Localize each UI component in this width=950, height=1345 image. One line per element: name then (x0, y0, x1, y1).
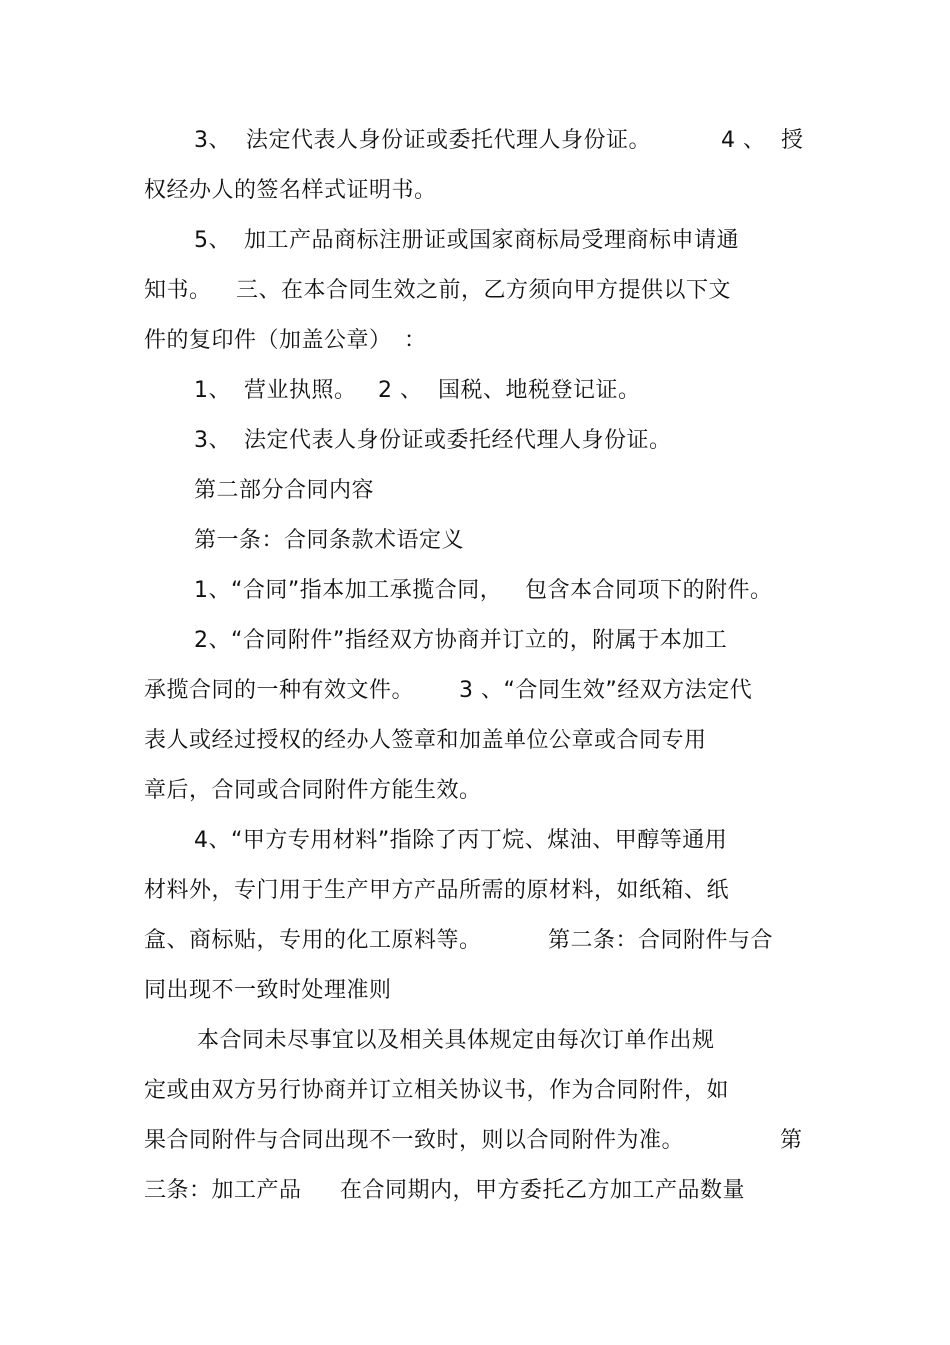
text-segment: 定或由双方另行协商并订立相关协议书，作为合同附件，如 (144, 1078, 730, 1103)
text-segment: 法定代表人身份证或委托经代理人身份证。 (244, 428, 672, 453)
text-segment: 第一条：合同条款术语定义 (194, 528, 465, 553)
text-segment: 授 (781, 128, 804, 153)
text-segment: 2、“合同附件”指经双方协商并订立的，附属于本加工 (194, 628, 728, 653)
text-segment: 4、“甲方专用材料”指除了丙丁烷、煤油、甲醇等通用 (194, 828, 728, 853)
text-segment: 包含本合同项下的附件。 (525, 578, 773, 603)
text-segment: 果合同附件与合同出现不一致时，则以合同附件为准。 (144, 1128, 685, 1153)
text-segment: 5、 (194, 228, 231, 253)
text-segment: 第二条：合同附件与合 (548, 928, 774, 953)
text-segment: 第 (780, 1128, 803, 1153)
text-segment: 三、在本合同生效之前，乙方须向甲方提供以下文 (236, 278, 732, 303)
text-segment: 表人或经过授权的经办人签章和加盖单位公章或合同专用 (144, 728, 707, 753)
text-segment: 承揽合同的一种有效文件。 (144, 678, 415, 703)
text-segment: ： (404, 328, 427, 353)
text-segment: 在合同期内，甲方委托乙方加工产品数量 (340, 1178, 746, 1203)
text-segment: 本合同未尽事宜以及相关具体规定由每次订单作出规 (197, 1028, 715, 1053)
text-segment: 章后，合同或合同附件方能生效。 (144, 778, 482, 803)
text-segment: 盒、商标贴，专用的化工原料等。 (144, 928, 482, 953)
text-segment: 件的复印件（加盖公章） (144, 328, 392, 353)
text-segment: 4 、 (721, 128, 766, 153)
text-segment: 国税、地税登记证。 (438, 378, 641, 403)
text-segment: 知书。 (144, 278, 212, 303)
text-segment: 三条：加工产品 (144, 1178, 302, 1203)
text-segment: 3、 (194, 128, 231, 153)
text-segment: 3、 (194, 428, 231, 453)
text-segment: 同出现不一致时处理准则 (144, 978, 392, 1003)
text-segment: 营业执照。 (244, 378, 357, 403)
text-segment: 法定代表人身份证或委托代理人身份证。 (246, 128, 652, 153)
text-segment: 1、“合同”指本加工承揽合同， (194, 578, 503, 603)
text-segment: 第二部分合同内容 (194, 478, 375, 503)
text-segment: 1、 (194, 378, 231, 403)
text-segment: 权经办人的签名样式证明书。 (144, 178, 437, 203)
text-segment: 加工产品商标注册证或国家商标局受理商标申请通 (244, 228, 740, 253)
text-segment: 材料外，专门用于生产甲方产品所需的原材料，如纸箱、纸 (144, 878, 730, 903)
text-segment: 2 、 (378, 378, 423, 403)
text-segment: 3 、“合同生效”经双方法定代 (459, 678, 753, 703)
